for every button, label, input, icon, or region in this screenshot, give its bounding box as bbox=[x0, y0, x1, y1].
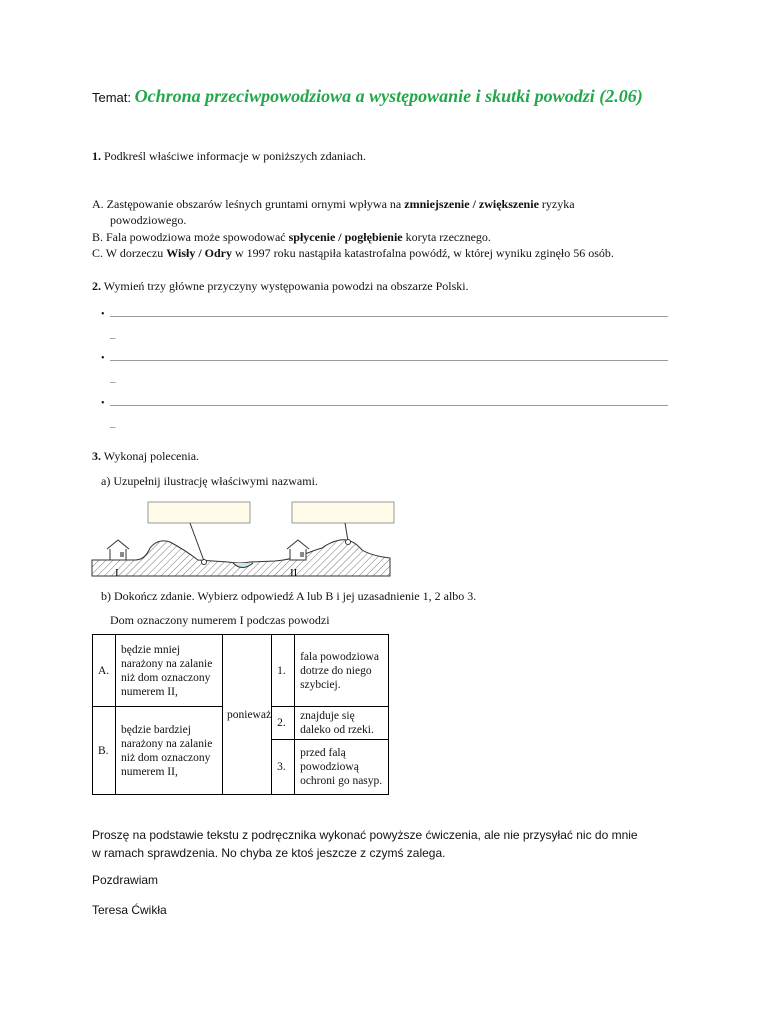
task3-instruction-text: Wykonaj polecenia. bbox=[103, 449, 200, 463]
closing-note-line-1: Proszę na podstawie tekstu z podręcznika wykonać powyższe ćwiczenia, ale nie przysyłać nic do mnie bbox=[92, 828, 638, 842]
sentence-c-suffix: w 1997 roku nastąpiła katastrofalna powódź, w której wyniku zginęło 56 osób. bbox=[235, 246, 614, 260]
option-a-text[interactable]: będzie mniej narażony na zalanie niż dom oznaczony numerem II, bbox=[116, 635, 223, 707]
reason-2-number[interactable]: 2. bbox=[272, 707, 295, 740]
answer-line-1[interactable] bbox=[110, 316, 668, 317]
closing-note-line-2: w ramach sprawdzenia. No chyba ze ktoś jeszcze z czymś zalega. bbox=[92, 846, 446, 860]
connector-cell: ponieważ bbox=[223, 635, 272, 795]
task3-instruction bbox=[92, 448, 199, 464]
answer-bullet-2: • bbox=[101, 353, 105, 364]
sentence-b-suffix: koryta rzecznego. bbox=[405, 230, 491, 244]
task2-instruction bbox=[92, 278, 469, 294]
task3-sentence-start: Dom oznaczony numerem I podczas powodzi bbox=[110, 613, 330, 627]
task3-number: 3. bbox=[92, 449, 101, 463]
title-label: Temat: bbox=[92, 90, 132, 105]
reason-1-text[interactable]: fala powodziowa dotrze do niego szybciej. bbox=[295, 635, 389, 707]
flood-illustration bbox=[90, 498, 395, 578]
task2-instruction-text: Wymień trzy główne przyczyny występowania powodzi na obszarze Polski. bbox=[103, 279, 469, 293]
task1-sentence-a-line2: powodziowego. bbox=[110, 213, 187, 227]
label-box-right[interactable] bbox=[292, 502, 394, 523]
task1-number: 1. bbox=[92, 149, 101, 163]
sentence-c-choice[interactable]: Wisły / Odry bbox=[166, 246, 232, 260]
task1-instruction-text: Podkreśl właściwe informacje w poniższych zdaniach. bbox=[104, 149, 366, 163]
task1-sentence-b bbox=[92, 229, 491, 245]
answer-dash-3: _ bbox=[110, 417, 116, 429]
pointer-right bbox=[345, 523, 348, 541]
task1-instruction bbox=[92, 148, 366, 164]
task2-number: 2. bbox=[92, 279, 101, 293]
answer-dash-1: _ bbox=[110, 328, 116, 340]
answer-line-3[interactable] bbox=[110, 405, 668, 406]
answer-line-2[interactable] bbox=[110, 360, 668, 361]
pointer-dot-left bbox=[202, 560, 207, 565]
house-label-2: II bbox=[290, 567, 298, 578]
pointer-dot-right bbox=[346, 540, 351, 545]
house-1-icon bbox=[107, 540, 129, 560]
page-title bbox=[92, 86, 643, 107]
sentence-a-choice[interactable]: zmniejszenie / zwiększenie bbox=[404, 197, 539, 211]
label-box-left[interactable] bbox=[148, 502, 250, 523]
option-b-letter[interactable]: B. bbox=[93, 707, 116, 795]
reason-1-number[interactable]: 1. bbox=[272, 635, 295, 707]
signature: Teresa Ćwikła bbox=[92, 903, 167, 917]
terrain-ground bbox=[92, 540, 390, 576]
reason-3-number[interactable]: 3. bbox=[272, 740, 295, 795]
closing-note bbox=[92, 826, 638, 862]
sentence-b-prefix: B. Fala powodziowa może spowodować bbox=[92, 230, 286, 244]
answer-table bbox=[92, 634, 389, 795]
reason-2-text[interactable]: znajduje się daleko od rzeki. bbox=[295, 707, 389, 740]
task3-a-label: a) Uzupełnij ilustrację właściwymi nazwami. bbox=[101, 474, 318, 488]
task3-b-label: b) Dokończ zdanie. Wybierz odpowiedź A lub B i jej uzasadnienie 1, 2 albo 3. bbox=[101, 589, 477, 603]
title-topic: Ochrona przeciwpowodziowa a występowanie i skutki powodzi (2.06) bbox=[134, 86, 643, 106]
greeting: Pozdrawiam bbox=[92, 873, 159, 887]
sentence-b-choice[interactable]: spłycenie / pogłębienie bbox=[288, 230, 403, 244]
sentence-a-suffix: ryzyka bbox=[541, 197, 575, 211]
option-b-text[interactable]: będzie bardziej narażony na zalanie niż dom oznaczony numerem II, bbox=[116, 707, 223, 795]
task1-sentence-c bbox=[92, 245, 614, 261]
sentence-c-prefix: C. W dorzeczu bbox=[92, 246, 164, 260]
house-label-1: I bbox=[115, 567, 119, 578]
reason-3-text[interactable]: przed falą powodziową ochroni go nasyp. bbox=[295, 740, 389, 795]
option-a-letter[interactable]: A. bbox=[93, 635, 116, 707]
task1-sentence-a bbox=[92, 196, 692, 212]
answer-bullet-3: • bbox=[101, 398, 105, 409]
sentence-a-prefix: A. Zastępowanie obszarów leśnych gruntami ornymi wpływa na bbox=[92, 197, 402, 211]
answer-dash-2: _ bbox=[110, 372, 116, 384]
answer-bullet-1: • bbox=[101, 309, 105, 320]
house-2-icon bbox=[287, 540, 309, 560]
